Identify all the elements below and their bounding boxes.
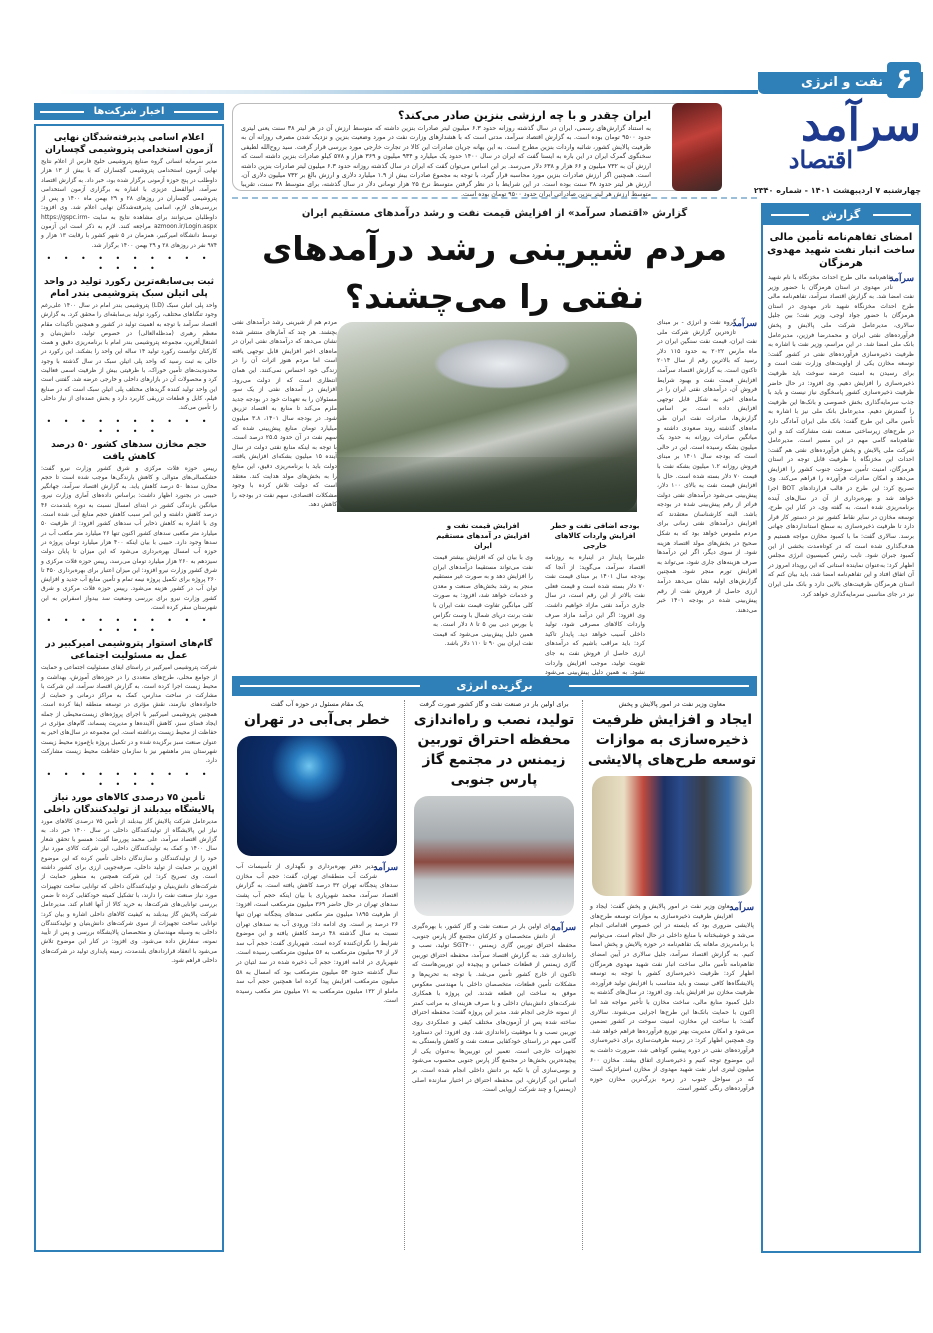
energy-pick-story — [233, 700, 401, 1252]
separator-dots: • • • • • • • • • • • • • • — [46, 769, 212, 789]
feature-column-1-text: گروه نفت و انرژی - بر مبنای تازه‌ترین گزارش شرکت ملی نفت ایران، قیمت نفت سنگین ایران در ماه مارس ۲۰۲۲ به حدود ۱۱۵ دلار رسید که بالاترین رقم از سال ۲۰۱۴ تاکنون است. به گزارش اقتصاد سرآمد، افزایش قیمت نفت و بهبود شرایط فروش آن، درآمدهای نفتی ایران را در ماه‌های اخیر به شکل قابل توجهی افزایش داده است. بر اساس گزارش‌ها، صادرات نفت ایران طی ماه‌های گذشته روند صعودی داشته و میانگین صادرات روزانه به حدود یک میلیون بشکه رسیده است. این در حالی است که بودجه سال ۱۴۰۱ بر مبنای فروش روزانه ۱.۲ میلیون بشکه نفت با قیمت ۷۰ دلار بسته شده است. حال با افزایش قیمت نفت به بالای ۱۰۰ دلار، پیش‌بینی می‌شود درآمدهای نفتی دولت فراتر از رقم پیش‌بینی شده در بودجه باشد. البته کارشناسان معتقدند که افزایش درآمدهای نفتی زمانی برای مردم ملموس خواهد بود که به شکل صحیح در بخش‌های مولد اقتصاد هزینه شود. از سوی دیگر، اگر این درآمدها صرف هزینه‌های جاری شود، می‌تواند به افزایش تورم منجر شود. همچنین گزارش‌های اولیه نشان می‌دهد درآمد ارزی حاصل از فروش نفت از رقم پیش‌بینی شده در بودجه ۱۴۰۱ خبر می‌دهند. — [657, 319, 758, 614]
company-news-title: گام‌های استوار پتروشیمی امیرکبیر در عمل به مسئولیت اجتماعی — [45, 639, 213, 662]
energy-picks-header: برگزیده انرژی — [232, 676, 757, 696]
feature-column-2 — [545, 518, 645, 677]
feature-body — [232, 318, 758, 677]
company-news-body: واحد پلی اتیلن سبک (LD) پتروشیمی بندر امام در سال ۱۴۰۰ علی‌رغم وجود تنگناهای مختلف، رکورد تولید بی‌سابقه‌ای را محقق کرد. به گزارش اقتصاد سرآمد با توجه به اهمیت تولید در کشور و همچنین تأکیدات مقام معظم رهبری (مدظله‌العالی) در خصوص تولید، دانش‌بنیان و اشتغال‌آفرین، مجموعه پتروشیمی بندر امام با برنامه‌ریزی دقیق و همت کارکنان توانست رکورد تولید ۱۴ ساله این واحد را بشکند. این رکورد در حالی به ثبت رسید که واحد پلی اتیلن سبک در سال گذشته با وجود محدودیت‌های تأمین خوراک، با ظرفیتی بیش از ظرفیت اسمی فعالیت کرد و محصولات آن در بازارهای داخلی و خارجی عرضه شد. گفتنی است این واحد تولید کننده گریدهای مختلف پلی اتیلن سبک است که در صنایع فیلم، کابل و قطعات تزریقی کاربرد دارد و بخش عمده‌ای از نیاز داخلی را تأمین می‌کند. — [41, 302, 217, 412]
company-news-column — [34, 124, 224, 1252]
company-news-body: مدیر سرمایه انسانی گروه صنایع پتروشیمی خلیج فارس از اعلام نتایج نهایی آزمون استخدامی پتروشیمی گچساران که با بیش از ۱۳ هزار داوطلب در پنج حوزه آزمونی برگزار شده بود، خبر داد. به گزارش اقتصاد سرآمد، ابوالفضل عزیزی با اشاره به برگزاری آزمون استخدامی پتروشیمی گچساران در روزهای ۲۸ و ۲۹ بهمن ماه ۱۴۰۰ و پس از بررسی‌های لازم، اسامی پذیرفته‌شدگان نهایی اعلام شد. وی افزود: داوطلبان می‌توانند برای مشاهده نتایج به سایت https://gspc.irm-azmoon.ir/Login.aspx مراجعه کنند. لازم به ذکر است این آزمون توسط دانشگاه امیرکبیر، همزمان در ۵ شهر کشور با رقابت ۱۳ هزار و ۹۷۴ نفر در روزهای ۲۸ و ۲۹ بهمن ۱۴۰۰ برگزار شد. — [41, 159, 218, 249]
feature-column-1 — [657, 318, 757, 648]
company-news-title: تأمین ۷۵ درصدی کالاهای مورد نیاز پالایشگاه بیدبلند از تولیدکنندگان داخلی — [43, 792, 215, 815]
teaser-body: به استناد گزارش‌های رسمی، ایران در سال گذشته روزانه حدود ۶.۳ میلیون لیتر صادرات بنزین داشته که متوسط ارزش آن در هر لیتر ۳۸ سنت یعنی لیتری حدود ۹۵۰۰ تومان بوده است. به گزارش اقتصاد سرآمد، مدتی است که با هشدارهای وزارت نفت در مورد وضعیت بنزین و نزدیک شدن مصرف روزانه آن به ظرفیت پالایش کشور، شائبه واردات بنزین مطرح است. به این بهانه جریان صادرات این کالا در تجارت خارجی مورد بررسی قرار گرفت. سید روح‌الله لطیفی سخنگوی گمرک ایران در این باره به ایسنا گفت که ایران در سال ۱۴۰۰ حدود یک میلیارد و ۹۳۴ میلیون و ۳۶۹ هزار و ۵۷۸ کیلو صادرات بنزین داشته است که ارزش آن به ۷۳۲ میلیون و ۶۶ هزار و ۶۳۸ دلار می‌رسد. بر این اساس می‌توان گفت که ایران در سال گذشته روزانه حدود ۶.۳ میلیون لیتر صادرات بنزین داشته است. همچنین اگر ارزش صادرات بنزین مورد محاسبه قرار گیرد، با توجه به مجموع صادرات بیش از ۱.۹ میلیارد دلاری و ارزش بالغ بر ۷۳۲ میلیون دلاری آن، ارزش هر لیتر حدود ۳۸ سنت بوده است. در این شرایط با در نظر گرفتن متوسط نرخ ۲۵ هزار تومانی دلار در سال گذشته، برای متوسط ۳۸ سنت، تقریبا متوسط ارزش هر لیتر بنزین صادراتی ایران حدود ۹۵۰۰ تومان بوده است. — [241, 125, 652, 198]
pick-title: تولید، نصب و راه‌اندازی محفظه احتراق توربین زیمنس در مجتمع گاز پارس جنوبی — [413, 712, 575, 788]
teaser-photo-fuel-pump — [672, 103, 722, 191]
publication-mark-icon: سرآمد — [732, 319, 757, 329]
separator-dots: • • • • • • • • • • • • • • — [46, 416, 212, 436]
publication-mark-icon: سرآمد — [373, 863, 398, 873]
company-news-title: حجم مخازن سدهای کشور ۵۰ درصد کاهش یافت — [51, 439, 207, 462]
pick-body: معاون وزیر نفت در امور پالایش و پخش گفت: ایجاد و افزایش ظرفیت ذخیره‌سازی به موازات توسعه طرح‌های پالایشی ضروری بود که بایسته در این خصوص اقداماتی انجام می‌شد و خوشبختانه با منابع داخلی در حال انجام است. می‌توانیم با برنامه‌ریزی ماهانه یک تفاهم‌نامه در حوزه پالایش و پخش امضا کنیم. به گزارش اقتصاد سرآمد، جلیل سالاری در آیین امضای تفاهم‌نامه تأمین مالی ساخت انبار نفت شهید مهدوی هرمزگان اظهار کرد: ظرفیت ذخیره‌سازی کشور با توجه به توسعه پالایشگاه‌ها کافی نیست و باید متناسب با افزایش تولید فرآورده، ظرفیت مخازن نیز افزایش یابد. وی افزود: در سال‌های گذشته به دلیل کمبود منابع مالی، ساخت مخازن با تأخیر مواجه شد اما اکنون با حمایت بانک‌ها این طرح‌ها اجرایی می‌شوند. سالاری گفت: با ساخت این مخازن، امنیت سوخت در کشور تضمین می‌شود و امکان مدیریت بهتر توزیع فرآورده‌ها فراهم خواهد شد. وی همچنین اظهار کرد: در زمینه ظرفیت‌سازی برای ذخیره‌سازی فرآورده‌های نفتی در دوره پیشین کوتاهی شد، ضرورت داشت به این موضوع توجه کنیم و ذخیره‌سازی اتفاق بیفتد. مخازن ۶۰۰ میلیون لیتری انبار نفت شهید مهدوی از مخازن استراتژیک است که در سواحل جنوب در زمره بزرگ‌ترین مخازن حوزه فرآورده‌های رنگی کشور است. — [590, 903, 754, 1093]
company-news-item — [39, 276, 219, 414]
energy-pick-story — [409, 700, 579, 1252]
pick-title: ایجاد و افزایش ظرفیت ذخیره‌سازی به موازات توسعه طرح‌های پالایشی — [587, 712, 757, 768]
pick-photo-turbine-workshop — [414, 796, 574, 916]
publication-mark-icon: سرآمد — [889, 274, 914, 284]
report-column — [761, 203, 921, 1253]
pick-body: مدیر دفتر بهره‌برداری و نگهداری از تأسیسات آب شرکت آب منطقه‌ای تهران، گفت: حجم آب مخازن سدهای پنجگانه تهران ۳۲ درصد کاهش یافته است. به گزارش اقتصاد سرآمد، محمد شهریاری با بیان اینکه حجم آب پشت سدهای تهران در حال حاضر ۳۶۹ میلیون مترمکعب است، افزود: از ظرفیت ۱۸۹۵ میلیون متر مکعبی سدهای پنجگانه تهران تنها ۲۶ درصد پر است. وی ادامه داد: ورودی آب به سدهای تهران نسبت به سال گذشته ۴۸ درصد کاهش یافته و این موضوع شرایط را نگران‌کننده کرده است. شهریاری گفت: حجم آب سد لار از ۹۶ میلیون مترمکعب به ۵۶ میلیون مترمکعب رسیده است. شهریاری در ادامه افزود: حجم آب ذخیره شده در سد لتیان در سال گذشته حدود ۵۴ میلیون مترمکعب بود که امسال به ۵۸ میلیون مترمکعب افزایش پیدا کرده اما همچنین حجم آب سد ماملو از ۱۳۲ میلیون مترمکعب به ۷۱ میلیون متر مکعب رسیده است. — [236, 863, 398, 1005]
feature-column-2-text: علیرضا پایدار در اینباره به روزنامه اقتصاد سرآمد، می‌گوید: از آنجا که بودجه سال ۱۴۰۱ بر مبنای قیمت نفت ۷۰ دلار بسته شده است و قیمت فعلی نفت بالاتر از این رقم است، در سال جاری درآمد نفتی مازاد خواهیم داشت. وی افزود: اگر این درآمد مازاد صرف واردات کالاهای مصرفی شود، تولید داخلی آسیب خواهد دید. پایدار تاکید کرد: باید مراقب باشیم که درآمدهای ارزی حاصل از فروش نفت به جای تقویت تولید، موجب افزایش واردات نشود. به همین دلیل پیش‌بینی می‌شود — [545, 554, 645, 677]
pick-photo-press-conference — [592, 776, 752, 896]
company-news-title: ثبت بی‌سابقه‌ترین رکورد تولید در واحد پلی اتیلن سبک پتروشیمی بندر امام — [43, 276, 215, 299]
masthead-logo-sub: اقتصاد — [788, 145, 853, 174]
energy-pick-story — [587, 700, 757, 1252]
pick-photo-water-splash — [237, 736, 397, 856]
separator-dots: • • • • • • • • • • • • • • — [46, 616, 212, 636]
feature-subhead: بودجه اضافی نفت و خطر افزایش واردات کالاهای خارجی — [550, 522, 640, 550]
company-news-header: اخبار شرکت‌ها — [34, 103, 224, 120]
header-rule — [58, 90, 758, 94]
pick-overline: برای اولین بار در صنعت نفت و گاز کشور صورت گرفت — [419, 700, 569, 708]
teaser-title: ایران چقدر و با چه ارزشی بنزین صادر می‌کند؟ — [398, 109, 651, 122]
company-news-item — [39, 439, 219, 614]
pick-overline: یک مقام مسئول در حوزه آب گفت — [270, 700, 364, 708]
section-label: نفت و انرژی — [801, 75, 883, 90]
issue-date-line: چهارشنبه ۷ اردیبهشت ۱۴۰۱ - شماره ۲۳۴۰ — [753, 186, 921, 195]
company-news-body: مدیرعامل شرکت پالایش گاز بیدبلند از تأمین ۷۵ درصدی کالاهای مورد نیاز این پالایشگاه از تولیدکنندگان داخلی در سال ۱۴۰۰ خبر داد. به گزارش اقتصاد سرآمد، علی محمد پوررضا گفت: همسو با تحقق شعار سال ۱۴۰۰ و کمک به تولیدکنندگان داخلی، این شرکت کالای مورد نیاز خود را از تولیدکنندگان و سازندگان داخلی تأمین کرده که این موضوع افزون بر حمایت از تولید داخلی، صرفه‌جویی ارزی برای کشور داشته است. وی تصریح کرد: این شرکت همچنین به منظور حمایت از شرکت‌های دانش‌بنیان و تولیدکنندگان داخلی که توانایی ساخت تجهیزات مورد نیاز صنعت نفت را دارند، با تشکیل کمیته خودکفایی کرده تا ضمن بررسی توانایی‌های شرکت‌ها، به خرید کالا از آنها اقدام کند. مدیرعامل شرکت پالایش گاز بیدبلند به کیفیت کالاهای داخلی اشاره و بیان کرد: توانایی ساخت تجهیزات از سوی شرکت‌های دانش‌بنیان و تولیدکنندگان داخلی به وسیله مهندسان و متخصصان پالایشگاه بررسی و پس از تأیید نمونه، سفارش داده می‌شود. وی افزود: در کنار این موضوع تلاش می‌شود با انعقاد قراردادهای بلندمدت، زمینه پایداری تولید در شرکت‌های داخلی فراهم شود. — [41, 818, 218, 964]
report-column-header: گزارش — [763, 205, 919, 225]
pick-body: برای اولین بار در صنعت نفت و گاز کشور، با بهره‌گیری از دانش متخصصان و کارکنان مجتمع گاز پارس جنوبی، محفظه احتراق توربین گازی زیمنس SGT۴۰۰ تولید، نصب و راه‌اندازی شد. به گزارش اقتصاد سرآمد، محفظه احتراق توربین گازی زیمنس از قطعات حساس و پیچیده این توربین‌هاست که تاکنون از خارج کشور تأمین می‌شد. با توجه به تحریم‌ها و مشکلات تأمین قطعات، متخصصان داخلی با مهندسی معکوس موفق به ساخت این قطعه شدند. این پروژه با همکاری شرکت‌های دانش‌بنیان داخلی و با صرف هزینه‌ای به مراتب کمتر از نمونه خارجی انجام شد. مدیر این پروژه گفت: محفظه احتراق ساخته شده پس از آزمون‌های مختلف کیفی و عملکردی روی توربین نصب و با موفقیت راه‌اندازی شد. وی افزود: این دستاورد گامی مهم در راستای خودکفایی صنعت نفت و کاهش وابستگی به تجهیزات خارجی است. تعمیر این توربین‌ها به‌عنوان یکی از پیچیده‌ترین بخش‌ها در مجتمع گاز پارس جنوبی محسوب می‌شود و بومی‌سازی آن با تکیه بر دانش داخلی انجام شده است. بر اساس این گزارش، این محفظه احتراق در اختیار سازنده اصلی (زیمنس) و چند شرکت اروپایی است. — [412, 923, 576, 1094]
report-column-body — [763, 273, 919, 599]
masthead-logo: سرآمد — [800, 100, 921, 151]
report-column-title: امضای تفاهم‌نامه تأمین مالی ساخت انبار نفت شهید مهدوی هرمزگان — [767, 232, 915, 269]
feature-column-4-text: مردم هم از شیرینی رشد درآمدهای نفتی بچشند. هر چند که آمارهای منتشر شده نشان می‌دهد که درآمدهای نفتی ایران در ماه‌های اخیر افزایش قابل توجهی یافته است اما مردم هنوز اثرات آن را در زندگی خود احساس نمی‌کنند. این همان انتظاری است که از دولت می‌رود. افزایش در آمدهای نفتی از یک سو، مسئولان را به تعهدات خود در بودجه جدید ملزم می‌کند تا منابع به اقتصاد تزریق شود. در بودجه سال ۱۴۰۱، ۳.۸ میلیون میلیارد تومان منابع پیش‌بینی شده که سهم نفت در آن حدود ۲۵.۵ درصد است. با توجه به اینکه منابع نفتی دولت در سال آینده ۱۵ میلیون بشکه‌ای افزایش یافته، دولت باید با برنامه‌ریزی دقیق، این منابع را به بخش‌های مولد هدایت کند. معتقد است که دولت تلاش کرده با وجود مشکلات اقتصادی، سهم نفت در بودجه را کاهش دهد. — [232, 319, 338, 509]
feature-subhead: افزایش قیمت نفت و افزایش در آمدهای مستقیم ایران — [436, 522, 530, 550]
feature-column-3-text: وی با بیان این که افزایش بیشتر قیمت نفت می‌تواند مستقیما درآمدهای ایران را افزایش دهد و به صورت غیر مستقیم منجر به رشد بخش‌های صنعت و معدن و خدمات خواهد شد، افزود: به صورت کلی میانگین تفاوت قیمت نفت ایران با نفت برنت دریای شمال با وست تگزاس یا بورس دبی بین ۵ تا ۸ دلار است. به همین دلیل پیش‌بینی می‌شود که قیمت نفت ایران بین ۹۰ تا ۱۱۰ دلار باشد. — [433, 554, 533, 648]
feature-headline: مردم شیرینی رشد درآمدهای نفتی را می‌چشند؟ — [261, 229, 727, 316]
feature-column-4 — [232, 318, 337, 648]
feature-kicker: گزارش «اقتصاد سرآمد» از افزایش قیمت نفت و رشد درآمدهای مستقیم ایران — [301, 208, 688, 219]
company-news-item — [39, 638, 219, 766]
company-news-title: اعلام اسامی پذیرفته‌شدگان نهایی آزمون استخدامی پتروشیمی گچساران — [45, 133, 213, 155]
column-divider — [582, 700, 583, 1250]
publication-mark-icon: سرآمد — [551, 923, 576, 933]
column-divider — [404, 700, 405, 1250]
company-news-item — [39, 792, 219, 967]
company-news-body: رییس حوزه فلات مرکزی و شرق کشور وزارت نیرو گفت: خشکسالی‌های متوالی و کاهش بارندگی‌ها موجب شده است تا حجم مخازن سدها ۵۰ درصد کاهش یابد. به گزارش اقتصاد سرآمد، جهانگیر حبیبی در بجنورد اظهار داشت: براساس داده‌های آماری وزارت نیرو، میانگین بارندگی کشور در ابتدای امسال نسبت به دوره بلندمدت ۴۶ درصد کاهش داشته و این امر سبب کاهش حجم منابع آبی شده است. وی با اشاره به کاهش ذخایر آب سدهای کشور افزود: از ظرفیت ۵۰ میلیارد متر مکعبی سدهای کشور اکنون تنها ۲۶ میلیارد متر مکعب آب در سدها وجود دارد. حبیبی با بیان اینکه ۴۰۰ هزار میلیارد تومان پروژه در حوزه آب امسال بهره‌برداری می‌شود که این میزان تا پایان دولت سیزدهم به ۲۶۰ هزار میلیارد تومان می‌رسد، رییس حوزه فلات مرکزی و شرق کشور وزارت نیرو افزود: این میزان اعتبار برای بهره‌برداری ۴۵۰ تا ۲۶۰ پروژه برای تکمیل پروژه نیمه تمام و تأمین منابع آب جدید و افزایش توان آب در کشور هزینه می‌شود. رییس حوزه فلات مرکزی و شرق کشور وزارت نیرو برای بررسی وضعیت سد بیدواز اسفراین به این شهرستان سفر کرده است. — [41, 465, 218, 611]
publication-mark-icon: سرآمد — [729, 903, 754, 913]
page-number: ۶ — [887, 62, 921, 98]
report-column-text: تفاهم‌نامه مالی طرح احداث مخزنگاه با نام شهید نادر مهدوی در استان هرمزگان با حضور وزیر نفت امضا شد. به گزارش اقتصاد سرآمد، تفاهم‌نامه مالی طرح احداث مخزنگاه شهید نادر مهدوی در استان هرمزگان با حضور جواد اوجی، وزیر نفت؛ بین جلیل سالاری، مدیرعامل شرکت ملی پالایش و پخش فرآورده‌های نفتی ایران و محمدرضا فرزین، مدیرعامل بانک ملی امضا شد. در این مراسم، وزیر نفت با اشاره به ظرفیت ذخیره‌سازی فرآورده‌های نفتی در کشور گفت: توسعه مخازن یکی از اولویت‌های وزارت نفت است و برای رسیدن به امنیت عرضه سوخت باید ظرفیت ذخیره‌سازی را افزایش دهیم. وی افزود: در حال حاضر ظرفیت ذخیره‌سازی کشور پاسخگوی نیاز نیست و باید با جذب سرمایه‌گذاری بخش خصوصی و بانک‌ها این ظرفیت را گسترش دهیم. مدیرعامل بانک ملی نیز با اشاره به تأمین مالی این طرح گفت: بانک ملی ایران آمادگی دارد در طرح‌های زیرساختی صنعت نفت مشارکت کند و این تفاهم‌نامه گامی مهم در این مسیر است. مدیرعامل شرکت ملی پالایش و پخش فرآورده‌های نفتی هم گفت: احداث این مخزنگاه با ظرفیت قابل توجه در استان هرمزگان، امنیت تأمین سوخت جنوب کشور را افزایش می‌دهد و امکان صادرات فرآورده را فراهم می‌کند. وی تصریح کرد: این طرح در قالب قراردادهای BOT اجرا خواهد شد و بهره‌برداری از آن در سال‌های آینده برنامه‌ریزی شده است. به گفته وی، در کنار این طرح، توسعه مخازن در سایر نقاط کشور نیز در دستور کار قرار دارد تا ظرفیت ذخیره‌سازی به سطح استانداردهای جهانی برسد. سالاری گفت: ما با کمبود مخازن مواجه هستیم و هدف‌گذاری شده است که در کوتاه‌مدت بخشی از این کمبود جبران شود. نایب رئیس کمیسیون انرژی مجلس اظهار کرد: به‌عنوان نماینده استانی که این رویداد امروز در آن اتفاق افتاد و این تفاهم‌نامه امضا شد، باید بیان کنم که استان هرمزگان ظرفیت‌های بالایی دارد و بانک ملی ایران نیز در جای مناسبی سرمایه‌گذاری خواهد کرد. — [768, 274, 915, 598]
separator-dots: • • • • • • • • • • • • • • — [46, 253, 212, 273]
teaser-box — [232, 103, 702, 198]
pick-overline: معاون وزیر نفت در امور پالایش و پخش — [618, 700, 726, 708]
dashed-divider — [232, 197, 757, 199]
feature-column-3 — [433, 518, 533, 648]
company-news-body: شرکت پتروشیمی امیرکبیر در راستای ایفای مسئولیت اجتماعی و حمایت از جوامع محلی، طرح‌های متعددی را در حوزه‌های آموزش، بهداشت و محیط زیست اجرا کرده است. به گزارش اقتصاد سرآمد، این شرکت با مشارکت در ساخت مدارس، کمک به مراکز درمانی و حمایت از خانواده‌های نیازمند، نقش مؤثری در توسعه منطقه ایفا کرده است. همچنین پتروشیمی امیرکبیر با اجرای پروژه‌های زیست‌محیطی از جمله ایجاد فضای سبز، کاهش آلاینده‌ها و مدیریت پسماند، گام‌های مؤثری در حفاظت از محیط زیست برداشته است. این مجموعه در سال‌های اخیر به عنوان صنعت سبز برگزیده شده و در تکمیل پروژه باغ‌موزه محیط زیست شهرستان بندر ماهشهر نیز با سازمان حفاظت محیط زیست مشارکت دارد. — [41, 665, 217, 765]
company-news-item — [39, 132, 219, 251]
pick-title: خطر بی‌آبی در تهران — [244, 712, 390, 728]
